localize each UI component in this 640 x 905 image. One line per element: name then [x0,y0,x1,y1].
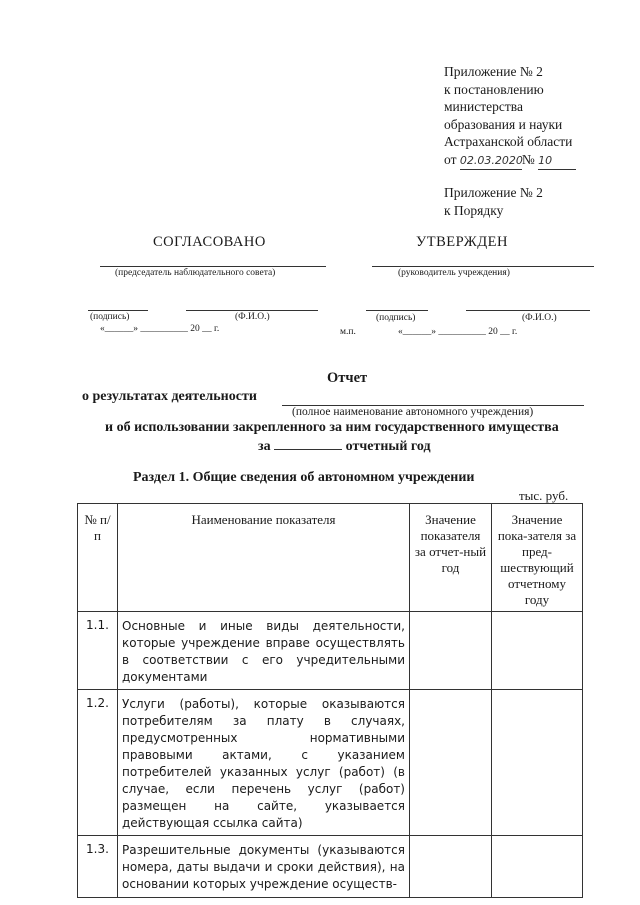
section-title: Раздел 1. Общие сведения об автономном учреждении [133,470,475,485]
appendix-line: Астраханской области [444,134,573,149]
report-line3: за отчетный год [258,439,431,454]
row-description: Основные и иные виды деятельности, которые учреждение вправе осуществлять в соответствии с его учредительными документами [118,612,410,690]
stamp-place: м.п. [340,327,356,337]
table-row [78,690,583,836]
indicators-table [77,503,583,898]
agreed-title: СОГЛАСОВАНО [153,234,266,250]
right-sign-caption: (подпись) [376,313,416,323]
header-indicator: Наименование показателя [118,504,410,612]
left-date-line: «______» __________ 20 __ г. [100,324,220,334]
appendix-block [444,63,576,219]
institution-caption: (полное наименование автономного учреждения) [292,406,534,418]
handwritten-number: 10 [538,152,576,171]
report-line1: о результатах деятельности [82,389,257,404]
header-previous-year: Значение пока-зателя за пред-шествующий отчетному году [492,504,583,612]
header-current-year: Значение показателя за отчет-ный год [410,504,492,612]
row-number: 1.3. [78,836,118,898]
appendix-line: министерства [444,99,523,114]
appendix-line: образования и науки [444,116,563,132]
right-name-line [466,310,590,311]
row-current-value [410,690,492,836]
left-sign-line [88,310,148,311]
row-current-value [410,612,492,690]
left-name-line [186,310,318,311]
approved-title: УТВЕРЖДЕН [416,234,508,250]
table-header-row [78,504,583,612]
table-row [78,836,583,898]
chairman-caption: (председатель наблюдательного совета) [115,268,276,278]
right-date-line: «______» __________ 20 __ г. [398,327,518,337]
report-title: Отчет [327,370,368,386]
appendix-line: Приложение № 2 [444,185,543,200]
appendix-line: Приложение № 2 [444,64,543,79]
row-current-value [410,836,492,898]
left-name-caption: (Ф.И.О.) [235,312,270,322]
chairman-line [100,266,326,267]
row-number: 1.1. [78,612,118,690]
unit-label: тыс. руб. [519,488,569,503]
report-line2: и об использовании закрепленного за ним государственного имущества [105,420,559,435]
year-blank [274,449,342,450]
right-name-caption: (Ф.И.О.) [522,313,557,323]
row-description: Услуги (работы), которые оказываются потребителям за плату в случаях, предусмотренных нормативными правовыми актами, с указанием потребителей указанных услуг (работ) (в случае, если перечень услуг (работ) размещен на сайте, указывается действующая ссылка сайта) [118,690,410,836]
row-previous-value [492,690,583,836]
row-previous-value [492,612,583,690]
director-line [372,266,594,267]
row-previous-value [492,836,583,898]
row-description: Разрешительные документы (указываются номера, даты выдачи и сроки действия), на основании которых учреждение осуществ- [118,836,410,898]
table-row [78,612,583,690]
header-number: № п/п [78,504,118,612]
left-sign-caption: (подпись) [90,312,130,322]
handwritten-date: 02.03.2020 [460,152,522,171]
appendix-date-line: от 02.03.2020№ 10 [444,151,576,171]
appendix-line: к постановлению [444,81,544,97]
appendix-line: к Порядку [444,202,504,218]
row-number: 1.2. [78,690,118,836]
director-caption: (руководитель учреждения) [398,268,510,278]
right-sign-line [366,310,428,311]
